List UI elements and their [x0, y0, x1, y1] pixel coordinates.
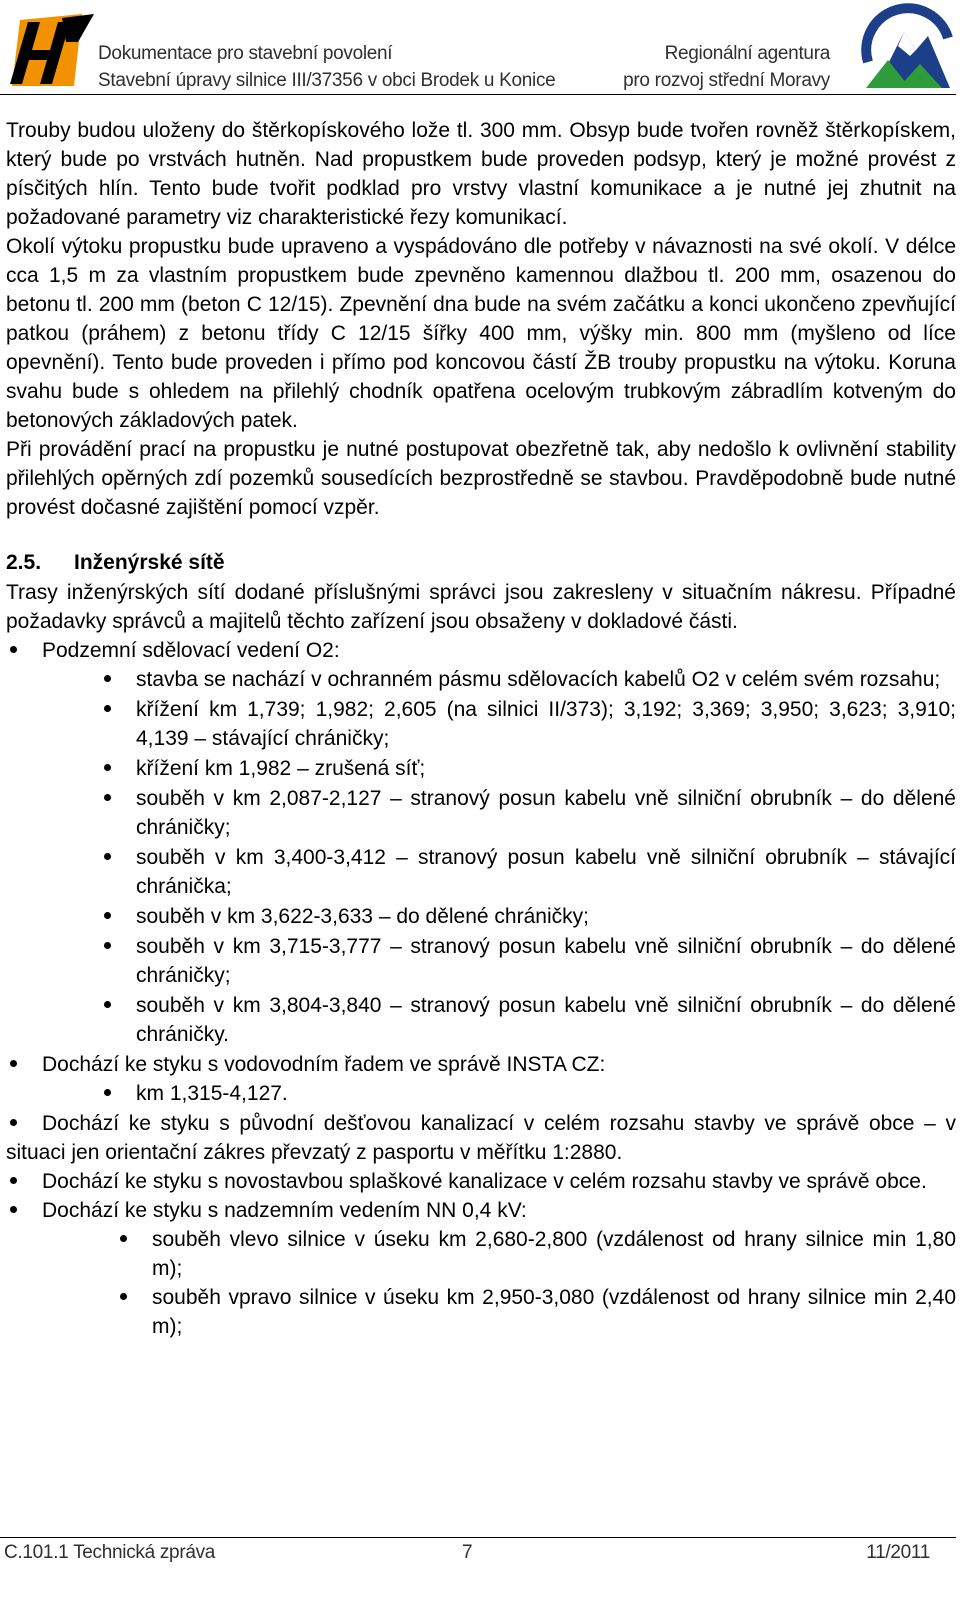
bullet-icon [6, 1109, 42, 1138]
footer-date: 11/2011 [866, 1542, 930, 1563]
header-agency-line1: Regionální agentura [664, 43, 830, 64]
sub-list-item-text: souběh vlevo silnice v úseku km 2,680-2,800 (vzdálenost od hrany silnice min 1,80 m); [152, 1228, 956, 1280]
list-item-text: Podzemní sdělovací vedení O2: [42, 639, 340, 662]
bullet-icon [100, 695, 136, 724]
company-logo-icon [6, 12, 96, 88]
section-intro: Trasy inženýrských sítí dodané příslušnými správci jsou zakresleny v situačním nákresu. Případné požadavky správců a majitelů těchto zařízení jsou obsaženy v dokladové části. [6, 581, 956, 633]
bullet-icon [6, 1196, 42, 1225]
paragraph-culvert-bedding: Trouby budou uloženy do štěrkopískového lože tl. 300 mm. Obsyp bude tvořen rovněž štěrkopískem, který bude po vrstvách hutněn. Nad propustkem bude proveden podsyp, který je možné provést z písčitých hlín. Tento bude tvořit podklad pro vrstvy vlastní komunikace a je nutné jej zhutnit na požadované parametry viz charakteristické řezy komunikací. [6, 119, 956, 229]
paragraph-outlet-area: Okolí výtoku propustku bude upraveno a vyspádováno dle potřeby v návaznosti na své okolí. V délce cca 1,5 m za vlastním propustkem bude zpevněno kamennou dlažbou tl. 200 mm, osazenou do betonu tl. 200 mm (beton C 12/15). Zpevnění dna bude na svém začátku a konci ukončeno zpevňující patkou (práhem) z betonu třídy C 12/15 šířky 400 mm, výšky min. 800 mm (myšleno od líce opevnění). Tento bude proveden i přímo pod koncovou částí ŽB trouby propustku na výtoku. Koruna svahu bude s ohledem na přilehlý chodník opatřena ocelovým trubkovým zábradlím kotveným do betonových základových patek. [6, 235, 956, 432]
header-divider [0, 94, 956, 95]
bullet-icon [100, 1079, 136, 1108]
page-header [0, 0, 960, 95]
utilities-list-cont [6, 1050, 956, 1079]
header-agency-line2: pro rozvoj střední Moravy [623, 70, 830, 91]
list-item [6, 1167, 956, 1196]
utilities-list [6, 636, 956, 665]
o2-sublist [100, 665, 956, 1049]
list-item [6, 636, 956, 665]
bullet-icon [6, 1050, 42, 1079]
list-item-text: Dochází ke styku s novostavbou splaškové kanalizace v celém rozsahu stavby ve správě obce. [42, 1170, 927, 1193]
footer-doc-id: C.101.1 Technická zpráva [4, 1542, 216, 1563]
bullet-icon [100, 991, 136, 1020]
water-sublist [100, 1079, 956, 1108]
sub-list-item [100, 991, 956, 1049]
bullet-icon [116, 1283, 152, 1312]
section-spacer [6, 522, 956, 548]
sub-list-item-text: souběh v km 3,804-3,840 – stranový posun kabelu vně silniční obrubník – do dělené chráničky. [136, 994, 956, 1046]
section-number: 2.5. [6, 551, 42, 574]
sub-list-item-text: stavba se nachází v ochranném pásmu sdělovacích kabelů O2 v celém svém rozsahu; [136, 668, 941, 691]
agency-logo-icon [858, 2, 956, 92]
sub-list-item [100, 784, 956, 842]
bullet-icon [100, 665, 136, 694]
sub-list-item-text: km 1,315-4,127. [136, 1082, 288, 1105]
sub-list-item-text: souběh v km 3,715-3,777 – stranový posun kabelu vně silniční obrubník – do dělené chráničky; [136, 935, 956, 987]
list-item-text: Dochází ke styku s nadzemním vedením NN 0,4 kV: [42, 1199, 527, 1222]
bullet-icon [100, 902, 136, 931]
header-right [623, 40, 830, 94]
bullet-icon [100, 843, 136, 872]
bullet-icon [116, 1225, 152, 1254]
document-body [6, 116, 956, 1341]
footer-divider [0, 1537, 956, 1538]
sub-list-item [100, 902, 956, 931]
power-sublist [116, 1225, 956, 1341]
sub-list-item-text: křížení km 1,982 – zrušená síť; [136, 757, 426, 780]
footer-page-number: 7 [462, 1542, 473, 1563]
bullet-icon [100, 932, 136, 961]
section-heading [6, 548, 956, 578]
bullet-icon [100, 754, 136, 783]
sub-list-item [100, 932, 956, 990]
utilities-list-cont [6, 1109, 956, 1225]
list-item-text: Dochází ke styku s vodovodním řadem ve správě INSTA CZ: [42, 1053, 606, 1076]
header-left [98, 40, 555, 94]
sub-list-item-text: souběh v km 3,400-3,412 – stranový posun kabelu vně silniční obrubník – stávající chránička; [136, 846, 956, 898]
list-item [6, 1109, 956, 1167]
header-doc-type: Dokumentace pro stavební povolení [98, 43, 393, 64]
sub-list-item [100, 665, 956, 694]
sub-list-item-text: souběh v km 3,622-3,633 – do dělené chráničky; [136, 905, 589, 928]
bullet-icon [6, 636, 42, 665]
sub-list-item-text: souběh v km 2,087-2,127 – stranový posun kabelu vně silniční obrubník – do dělené chráničky; [136, 787, 956, 839]
sub-list-item [100, 843, 956, 901]
sub-list-item [116, 1225, 956, 1283]
list-item [6, 1050, 956, 1079]
bullet-icon [6, 1167, 42, 1196]
sub-list-item-text: souběh vpravo silnice v úseku km 2,950-3,080 (vzdálenost od hrany silnice min 2,40 m); [152, 1286, 956, 1338]
sub-list-item [100, 754, 956, 783]
bullet-icon [100, 784, 136, 813]
list-item-text: Dochází ke styku s původní dešťovou kanalizací v celém rozsahu stavby ve správě obce – v situaci jen orientační zákres převzatý z pasportu v měřítku 1:2880. [6, 1112, 956, 1164]
sub-list-item [116, 1283, 956, 1341]
sub-list-item [100, 1079, 956, 1108]
section-title: Inženýrské sítě [74, 551, 225, 574]
list-item [6, 1196, 956, 1225]
header-project-name: Stavební úpravy silnice III/37356 v obci Brodek u Konice [98, 70, 556, 91]
sub-list-item-text: křížení km 1,739; 1,982; 2,605 (na silnici II/373); 3,192; 3,369; 3,950; 3,623; 3,910; 4,139 – stávající chráničky; [136, 698, 956, 750]
paragraph-retaining-walls: Při provádění prací na propustku je nutné postupovat obezřetně tak, aby nedošlo k ovlivnění stability přilehlých opěrných zdí pozemků sousedících bezprostředně se stavbou. Pravděpodobně bude nutné provést dočasné zajištění pomocí vzpěr. [6, 438, 956, 519]
sub-list-item [100, 695, 956, 753]
